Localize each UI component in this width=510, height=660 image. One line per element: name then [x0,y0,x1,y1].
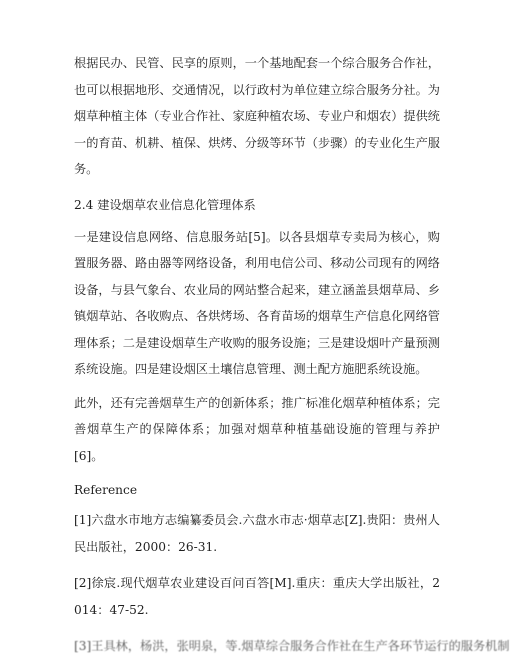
paragraph-gap [74,183,440,190]
reference-item-3-partial: [3]王具林，杨洪，张明泉，等.烟草综合服务合作社在生产各环节运行的服务机制 [74,639,510,653]
reference-list [74,507,440,623]
paragraph-information-network: 一是建设信息网络、信息服务站[5]。以各县烟草专卖局为核心，购置服务器、路由器等网络设备，利用电信公司、移动公司现有的网络设备，与县气象台、农业局的网站整合起来，建立涵盖县烟草局、乡镇烟草站、各收购点、各烘烤场、各育苗场的烟草生产信息化网络管理体系；二是建设烟草生产收购的服务设施；三是建设烟叶产量预测系统设施。四是建设烟区土壤信息管理、测土配方施肥系统设施。 [74,229,440,376]
reference-item-1: [1]六盘水市地方志编纂委员会.六盘水市志·烟草志[Z].贵阳：贵州人民出版社，2000：26-31. [74,513,440,554]
paragraph-service-cooperative: 根据民办、民管、民享的原则，一个基地配套一个综合服务合作社，也可以根据地形、交通情况，以行政村为单位建立综合服务分社。为烟草种植主体（专业合作社、家庭种植农场、专业户和烟农）提供统一的育苗、机耕、植保、烘烤、分级等环节（步骤）的专业化生产服务。 [74,56,440,176]
reference-item-2: [2]徐宸.现代烟草农业建设百问百答[M].重庆：重庆大学出版社，2014：47-52. [74,576,440,617]
document-body [74,50,510,660]
section-heading-2-4: 2.4 建设烟草农业信息化管理体系 [74,197,256,212]
paragraph-gap [74,383,440,390]
paragraph-innovation-system: 此外，还有完善烟草生产的创新体系；推广标准化烟草种植体系；完善烟草生产的保障体系；加强对烟草种植基础设施的管理与养护[6]。 [74,395,440,463]
references-heading: Reference [74,483,138,497]
